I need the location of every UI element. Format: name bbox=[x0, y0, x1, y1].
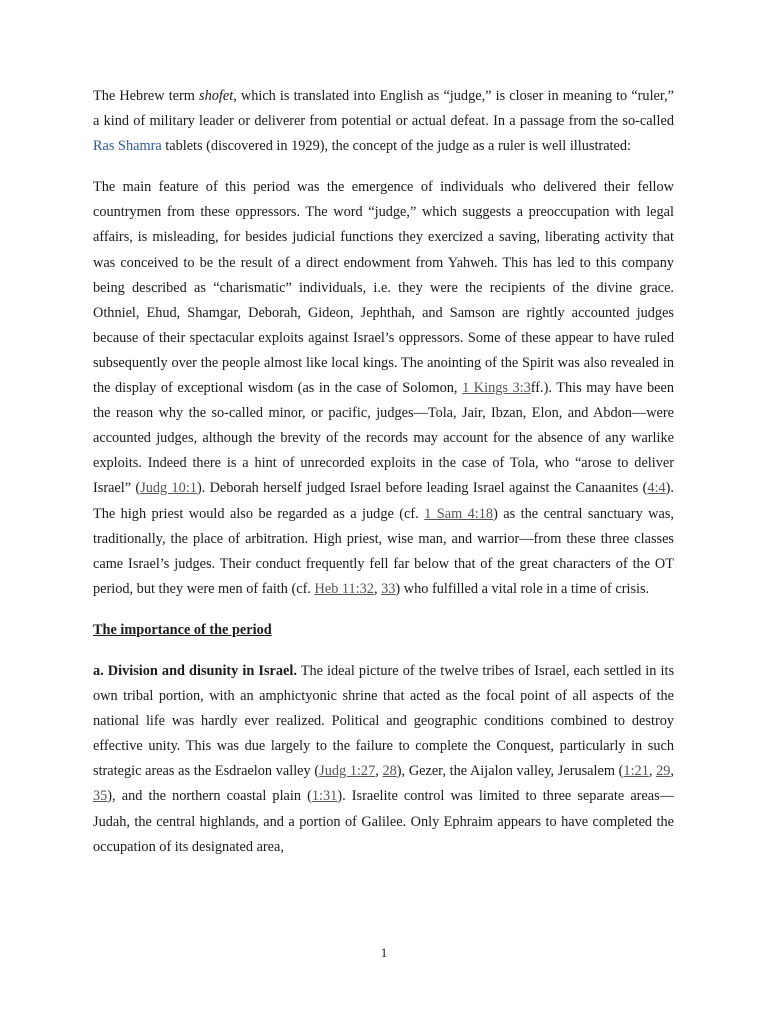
ref-link-1-21[interactable]: 1:21 bbox=[623, 763, 649, 780]
ref-link-1-kings-3-3[interactable]: 1 Kings 3:3 bbox=[462, 380, 531, 397]
page-number: 1 bbox=[380, 945, 388, 960]
ref-link-28[interactable]: 28 bbox=[382, 763, 397, 780]
term-shofet: shofet bbox=[199, 88, 234, 104]
subsection-title: a. Division and disunity in Israel. bbox=[93, 662, 297, 679]
ref-link-judg-10-1[interactable]: Judg 10:1 bbox=[140, 480, 197, 497]
paragraph-intro: The Hebrew term shofet, which is translated into English as “judge,” is closer in meaning to “ruler,” a kind of military leader or deliverer from potential or actual defeat. In a passage from the so-called Ras Shamra tablets (discovered in 1929), the concept of the judge as a ruler is well illustrated: bbox=[93, 88, 674, 155]
link-ras-shamra[interactable]: Ras Shamra bbox=[93, 138, 162, 155]
section-heading: The importance of the period bbox=[93, 621, 272, 638]
ref-link-35[interactable]: 35 bbox=[93, 788, 108, 805]
paragraph-judges: The main feature of this period was the emergence of individuals who delivered their fellow countrymen from these oppressors. The word “judge,” which suggests a preoccupation with legal affairs, is misleading, for besides judicial functions they exercized a saving, liberating activity that was conceived to be the result of a direct endowment from Yahweh. This has led to this company being described as “charismatic” individuals, i.e. they were the recipients of the divine grace. Othniel, Ehud, Shamgar, Deborah, Gideon, Jephthah, and Samson are rightly accounted judges because of their spectacular exploits against Israel’s oppressors. Some of these appear to have ruled subsequently over the people almost like local kings. The anointing of the Spirit was also revealed in the display of exceptional wisdom (as in the case of Solomon, 1 Kings 3:3ff.). This may have been the reason why the so-called minor, or pacific, judges—Tola, Jair, Ibzan, Elon, and Abdon—were accounted judges, although the brevity of the records may account for the absence of any warlike exploits. Indeed there is a hint of unrecorded exploits in the case of Tola, who “arose to deliver Israel” (Judg 10:1). Deborah herself judged Israel before leading Israel against the Canaanites (4:4). The high priest would also be regarded as a judge (cf. 1 Sam 4:18) as the central sanctuary was, traditionally, the place of arbitration. High priest, wise man, and warrior—from these three classes came Israel’s judges. Their conduct frequently fell far below that of the great characters of the OT period, but they were men of faith (cf. Heb 11:32, 33) who fulfilled a vital role in a time of crisis. bbox=[93, 179, 674, 597]
page-body bbox=[93, 84, 674, 860]
ref-link-1-31[interactable]: 1:31 bbox=[311, 788, 338, 805]
paragraph-division: a. Division and disunity in Israel. The ideal picture of the twelve tribes of Israel, each settled in its own tribal portion, with an amphictyonic shrine that acted as the focal point of all aspects of the national life was hardly ever realized. Political and geographic conditions combined to destroy effective unity. This was due largely to the failure to complete the Conquest, particularly in such strategic areas as the Esdraelon valley (Judg 1:27, 28), Gezer, the Aijalon valley, Jerusalem (1:21, 29, 35), and the northern coastal plain (1:31). Israelite control was limited to three separate areas—Judah, the central highlands, and a portion of Galilee. Only Ephraim appears to have completed the occupation of its designated area, bbox=[93, 662, 675, 855]
ref-link-judg-1-27[interactable]: Judg 1:27 bbox=[319, 763, 376, 780]
ref-link-29[interactable]: 29 bbox=[656, 763, 671, 780]
ref-link-33[interactable]: 33 bbox=[381, 580, 396, 597]
ref-link-heb-11-32[interactable]: Heb 11:32 bbox=[314, 580, 374, 597]
ref-link-4-4[interactable]: 4:4 bbox=[647, 480, 666, 497]
ref-link-1-sam-4-18[interactable]: 1 Sam 4:18 bbox=[424, 505, 494, 522]
